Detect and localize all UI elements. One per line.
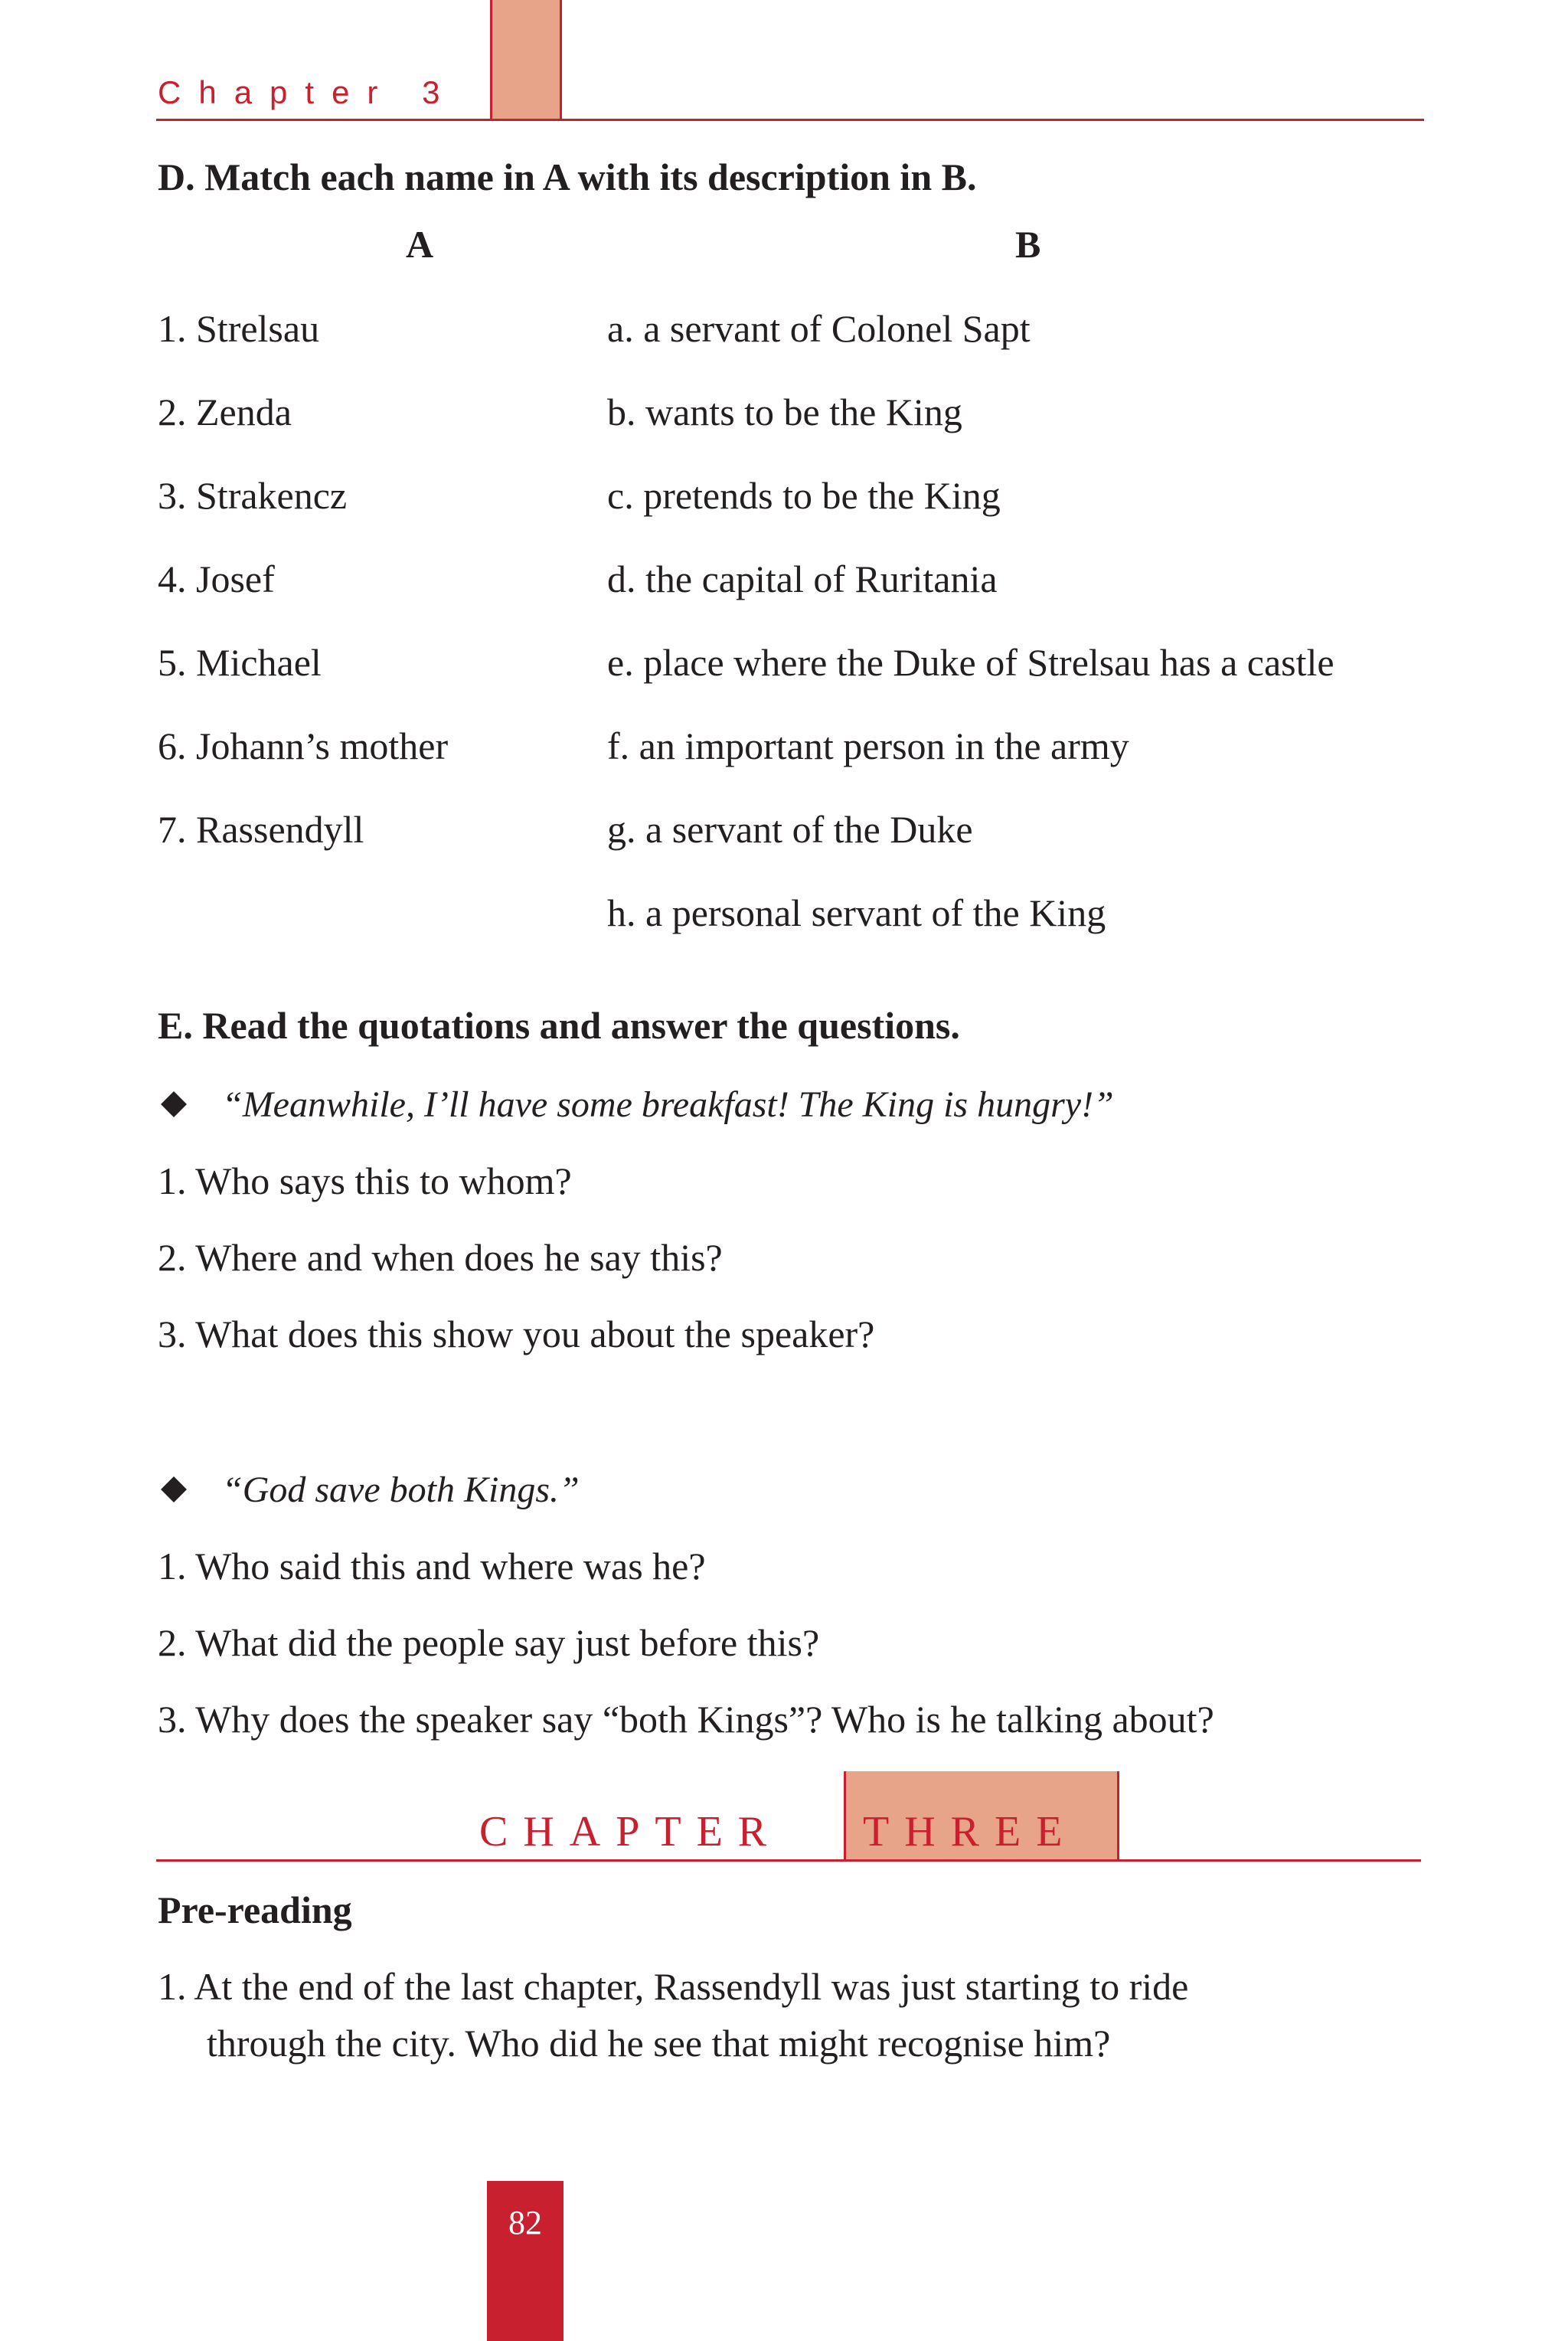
list-item-b-e: e. place where the Duke of Strelsau has a castle	[607, 641, 1334, 684]
list-item-b-f: f. an important person in the army	[607, 724, 1129, 767]
section-e-heading: E. Read the quotations and answer the questions.	[158, 1004, 960, 1047]
list-item-a2: 2. Zenda	[158, 391, 292, 433]
list-item-a1: 1. Strelsau	[158, 307, 320, 350]
quote-1-question-2: 2. Where and when does he say this?	[158, 1236, 723, 1279]
diamond-bullet-icon	[161, 1091, 187, 1117]
list-item-a3: 3. Strakencz	[158, 474, 348, 517]
list-item-b-h: h. a personal servant of the King	[607, 891, 1106, 934]
header-rule	[156, 119, 1424, 121]
list-item-a7: 7. Rassendyll	[158, 808, 364, 851]
list-item-b-c: c. pretends to be the King	[607, 474, 1001, 517]
list-item-a5: 5. Michael	[158, 641, 322, 684]
header-tab	[490, 0, 562, 121]
list-item-a6: 6. Johann’s mother	[158, 724, 449, 767]
list-item-b-d: d. the capital of Ruritania	[607, 557, 998, 600]
list-item-b-b: b. wants to be the King	[607, 391, 962, 433]
quotation-2: “God save both Kings.”	[222, 1470, 580, 1510]
quote-2-question-1: 1. Who said this and where was he?	[158, 1545, 706, 1587]
quote-1-question-1: 1. Who says this to whom?	[158, 1159, 572, 1202]
chapter-heading-number: THREE	[863, 1808, 1078, 1855]
quotation-1: “Meanwhile, I’ll have some breakfast! The King is hungry!”	[222, 1084, 1114, 1125]
column-a-heading: A	[406, 223, 434, 266]
list-item-a4: 4. Josef	[158, 557, 275, 600]
chapter-heading-word: CHAPTER	[479, 1808, 782, 1855]
column-b-heading: B	[1015, 223, 1041, 266]
page-number: 82	[508, 2204, 542, 2241]
quote-1-question-3: 3. What does this show you about the speaker?	[158, 1313, 875, 1355]
section-d-heading: D. Match each name in A with its description in B.	[158, 155, 977, 198]
list-item-b-a: a. a servant of Colonel Sapt	[607, 307, 1031, 350]
quote-2-question-3: 3. Why does the speaker say “both Kings”? Who is he talking about?	[158, 1698, 1214, 1741]
chapter-heading-rule	[156, 1859, 1421, 1862]
pre-reading-heading: Pre-reading	[158, 1888, 352, 1931]
running-head: Chapter 3	[158, 74, 458, 110]
pre-reading-question-1-continued: through the city. Who did he see that might recognise him?	[207, 2022, 1111, 2065]
quote-2-question-2: 2. What did the people say just before this?	[158, 1621, 820, 1664]
diamond-bullet-icon	[161, 1476, 187, 1502]
list-item-b-g: g. a servant of the Duke	[607, 808, 973, 851]
pre-reading-question-1: 1. At the end of the last chapter, Rassendyll was just starting to ride	[158, 1965, 1189, 2008]
